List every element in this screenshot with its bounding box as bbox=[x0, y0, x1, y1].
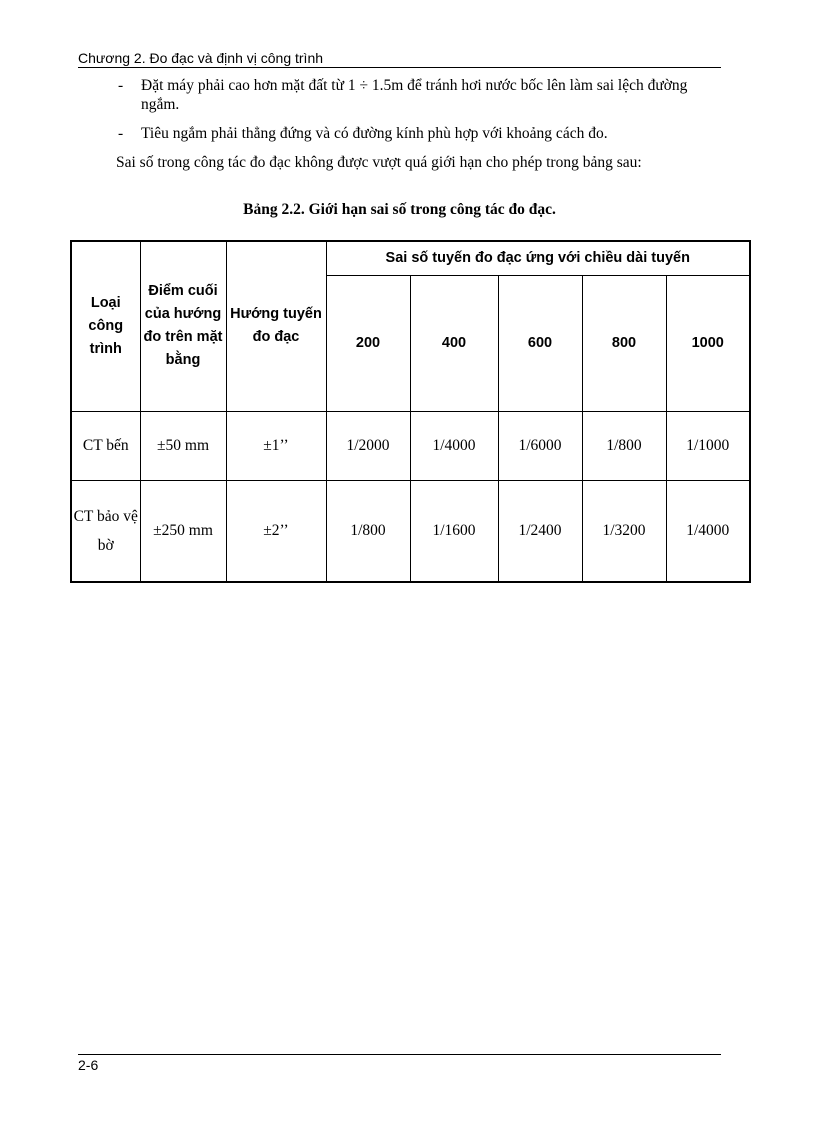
cell-value: 1/3200 bbox=[582, 480, 666, 582]
cell-direction: ±1’’ bbox=[226, 411, 326, 480]
header-type: Loại công trình bbox=[71, 241, 140, 411]
cell-value: 1/2400 bbox=[498, 480, 582, 582]
tolerance-table bbox=[70, 240, 751, 583]
cell-value: 1/1000 bbox=[666, 411, 750, 480]
header-length: 800 bbox=[582, 275, 666, 411]
cell-type: CT bến bbox=[71, 411, 140, 480]
header-length: 400 bbox=[410, 275, 498, 411]
table-row bbox=[71, 411, 750, 480]
table-row bbox=[71, 480, 750, 582]
footer-divider bbox=[78, 1054, 721, 1055]
cell-value: 1/800 bbox=[582, 411, 666, 480]
header-error-span: Sai số tuyến đo đạc ứng với chiều dài tuyến bbox=[326, 241, 750, 275]
cell-endpoint: ±250 mm bbox=[140, 480, 226, 582]
header-length: 1000 bbox=[666, 275, 750, 411]
header-length: 600 bbox=[498, 275, 582, 411]
header-length: 200 bbox=[326, 275, 410, 411]
bullet-text: Đặt máy phải cao hơn mặt đất từ 1 ÷ 1.5m để tránh hơi nước bốc lên làm sai lệch đường ngắm. bbox=[141, 77, 688, 113]
cell-type: CT bảo vệ bờ bbox=[71, 480, 140, 582]
bullet-text: Tiêu ngắm phải thẳng đứng và có đường kính phù hợp với khoảng cách đo. bbox=[141, 125, 608, 142]
table-caption: Bảng 2.2. Giới hạn sai số trong công tác đo đạc. bbox=[243, 201, 556, 218]
chapter-header: Chương 2. Đo đạc và định vị công trình bbox=[78, 50, 721, 68]
bullet-mark: - bbox=[118, 77, 124, 94]
intro-paragraph: Sai số trong công tác đo đạc không được vượt quá giới hạn cho phép trong bảng sau: bbox=[116, 154, 642, 171]
header-row bbox=[71, 241, 750, 275]
bullet-mark: - bbox=[118, 125, 124, 142]
cell-value: 1/800 bbox=[326, 480, 410, 582]
cell-value: 1/4000 bbox=[410, 411, 498, 480]
cell-endpoint: ±50 mm bbox=[140, 411, 226, 480]
cell-value: 1/4000 bbox=[666, 480, 750, 582]
cell-direction: ±2’’ bbox=[226, 480, 326, 582]
header-direction: Hướng tuyến đo đạc bbox=[226, 241, 326, 411]
header-endpoint: Điểm cuối của hướng đo trên mặt bằng bbox=[140, 241, 226, 411]
cell-value: 1/2000 bbox=[326, 411, 410, 480]
page-number: 2-6 bbox=[78, 1057, 99, 1073]
cell-value: 1/1600 bbox=[410, 480, 498, 582]
cell-value: 1/6000 bbox=[498, 411, 582, 480]
